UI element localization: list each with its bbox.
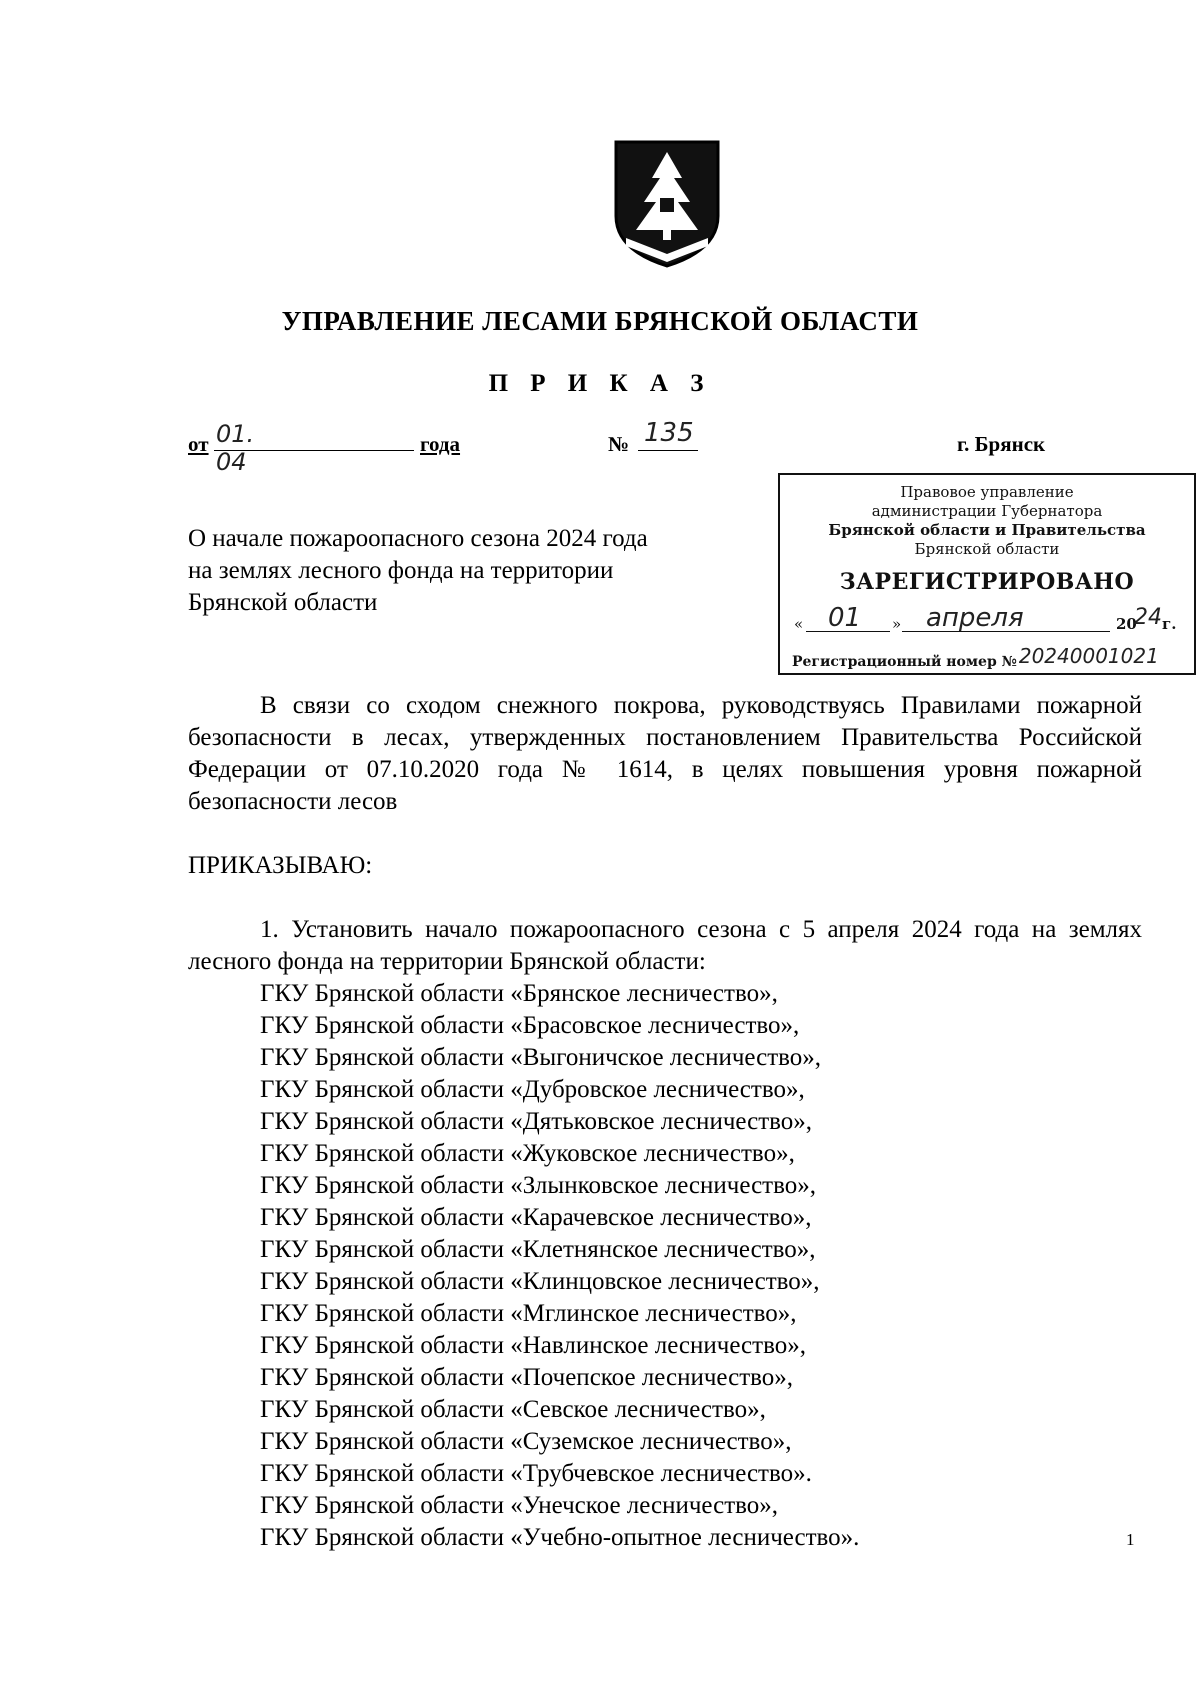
list-item: ГКУ Брянской области «Жуковское лесничество», xyxy=(260,1140,795,1167)
stamp-registration-number xyxy=(792,644,1159,671)
list-item: ГКУ Брянской области «Дубровское лесничество», xyxy=(260,1076,805,1103)
stamp-dept-line: Брянской области xyxy=(914,540,1060,558)
list-item: ГКУ Брянской области «Суземское лесничество», xyxy=(260,1428,792,1455)
preamble-paragraph: В связи со сходом снежного покрова, руководствуясь Правилами пожарной безопасности в лесах, утвержденных постановлением Правительства Российской Федерации от 07.10.2020 года № 1614, в целях повышения уровня пожарной безопасности лесов xyxy=(188,692,1142,815)
document-type-title: П Р И К А З xyxy=(488,370,712,397)
list-item: ГКУ Брянской области «Клинцовское лесничество», xyxy=(260,1268,820,1295)
stamp-day-line xyxy=(806,631,890,632)
coat-of-arms-icon xyxy=(612,138,722,270)
stamp-dept-line: администрации Губернатора xyxy=(871,502,1103,520)
list-item: ГКУ Брянской области «Карачевское лесничество», xyxy=(260,1204,812,1231)
forestry-list xyxy=(260,978,859,1554)
order-number xyxy=(608,418,694,457)
subject-line: О начале пожароопасного сезона 2024 года xyxy=(188,525,648,552)
stamp-dept-line: Брянской области и Правительства xyxy=(828,521,1146,539)
order-directive: ПРИКАЗЫВАЮ: xyxy=(188,852,373,879)
stamp-dept-line: Правовое управление xyxy=(900,483,1074,501)
item-1-paragraph: 1. Установить начало пожароопасного сезона с 5 апреля 2024 года на землях лесного фонда на территории Брянской области: xyxy=(188,916,1142,975)
list-item: ГКУ Брянской области «Дятьковское лесничество», xyxy=(260,1108,813,1135)
organization-title: УПРАВЛЕНИЕ ЛЕСАМИ БРЯНСКОЙ ОБЛАСТИ xyxy=(281,306,919,336)
registration-stamp xyxy=(778,473,1196,675)
list-item: ГКУ Брянской области «Злынковское лесничество», xyxy=(260,1172,816,1199)
city: г. Брянск xyxy=(957,432,1046,456)
stamp-quote-open: « xyxy=(794,615,804,633)
list-item: ГКУ Брянской области «Трубчевское лесничество». xyxy=(260,1460,812,1487)
list-item: ГКУ Брянской области «Унечское лесничество», xyxy=(260,1492,779,1519)
number-label: № xyxy=(608,432,630,456)
list-item: ГКУ Брянской области «Клетнянское лесничество», xyxy=(260,1236,816,1263)
year-label: года xyxy=(420,432,461,456)
from-label: от xyxy=(188,432,209,456)
list-item: ГКУ Брянской области «Брянское лесничество», xyxy=(260,980,778,1007)
list-item: ГКУ Брянской области «Выгоничское лесничество», xyxy=(260,1044,822,1071)
order-date xyxy=(188,420,255,476)
list-item: ГКУ Брянской области «Брасовское лесничество», xyxy=(260,1012,800,1039)
order-subject xyxy=(188,523,648,619)
stamp-year-digits: 24 xyxy=(1134,605,1162,630)
list-item: ГКУ Брянской области «Мглинское лесничество», xyxy=(260,1300,797,1327)
subject-line: Брянской области xyxy=(188,589,378,616)
stamp-year-suffix: г. xyxy=(1162,615,1177,633)
subject-line: на землях лесного фонда на территории xyxy=(188,557,614,584)
stamp-quote-close: » xyxy=(892,615,902,633)
list-item: ГКУ Брянской области «Навлинское лесничество», xyxy=(260,1332,806,1359)
stamp-registered-label: ЗАРЕГИСТРИРОВАНО xyxy=(839,569,1135,595)
stamp-day: 01 xyxy=(828,603,862,633)
stamp-date xyxy=(792,603,1188,639)
stamp-month: апреля xyxy=(926,603,1024,633)
stamp-year-prefix: 20 xyxy=(1116,615,1137,633)
list-item: ГКУ Брянской области «Учебно-опытное лесничество». xyxy=(260,1524,860,1551)
list-item: ГКУ Брянской области «Почепское лесничество», xyxy=(260,1364,794,1391)
number-underline xyxy=(638,450,698,451)
page-number: 1 xyxy=(1126,1530,1135,1549)
list-item: ГКУ Брянской области «Севское лесничество», xyxy=(260,1396,766,1423)
stamp-department xyxy=(780,483,1194,559)
handwritten-number: 135 xyxy=(644,418,694,448)
handwritten-date: 01. 04 xyxy=(216,420,255,476)
stamp-month-line xyxy=(902,631,1110,632)
date-underline xyxy=(214,450,414,451)
stamp-regno-value: 20240001021 xyxy=(1018,644,1159,668)
stamp-regno-label: Регистрационный номер № xyxy=(792,654,1017,670)
